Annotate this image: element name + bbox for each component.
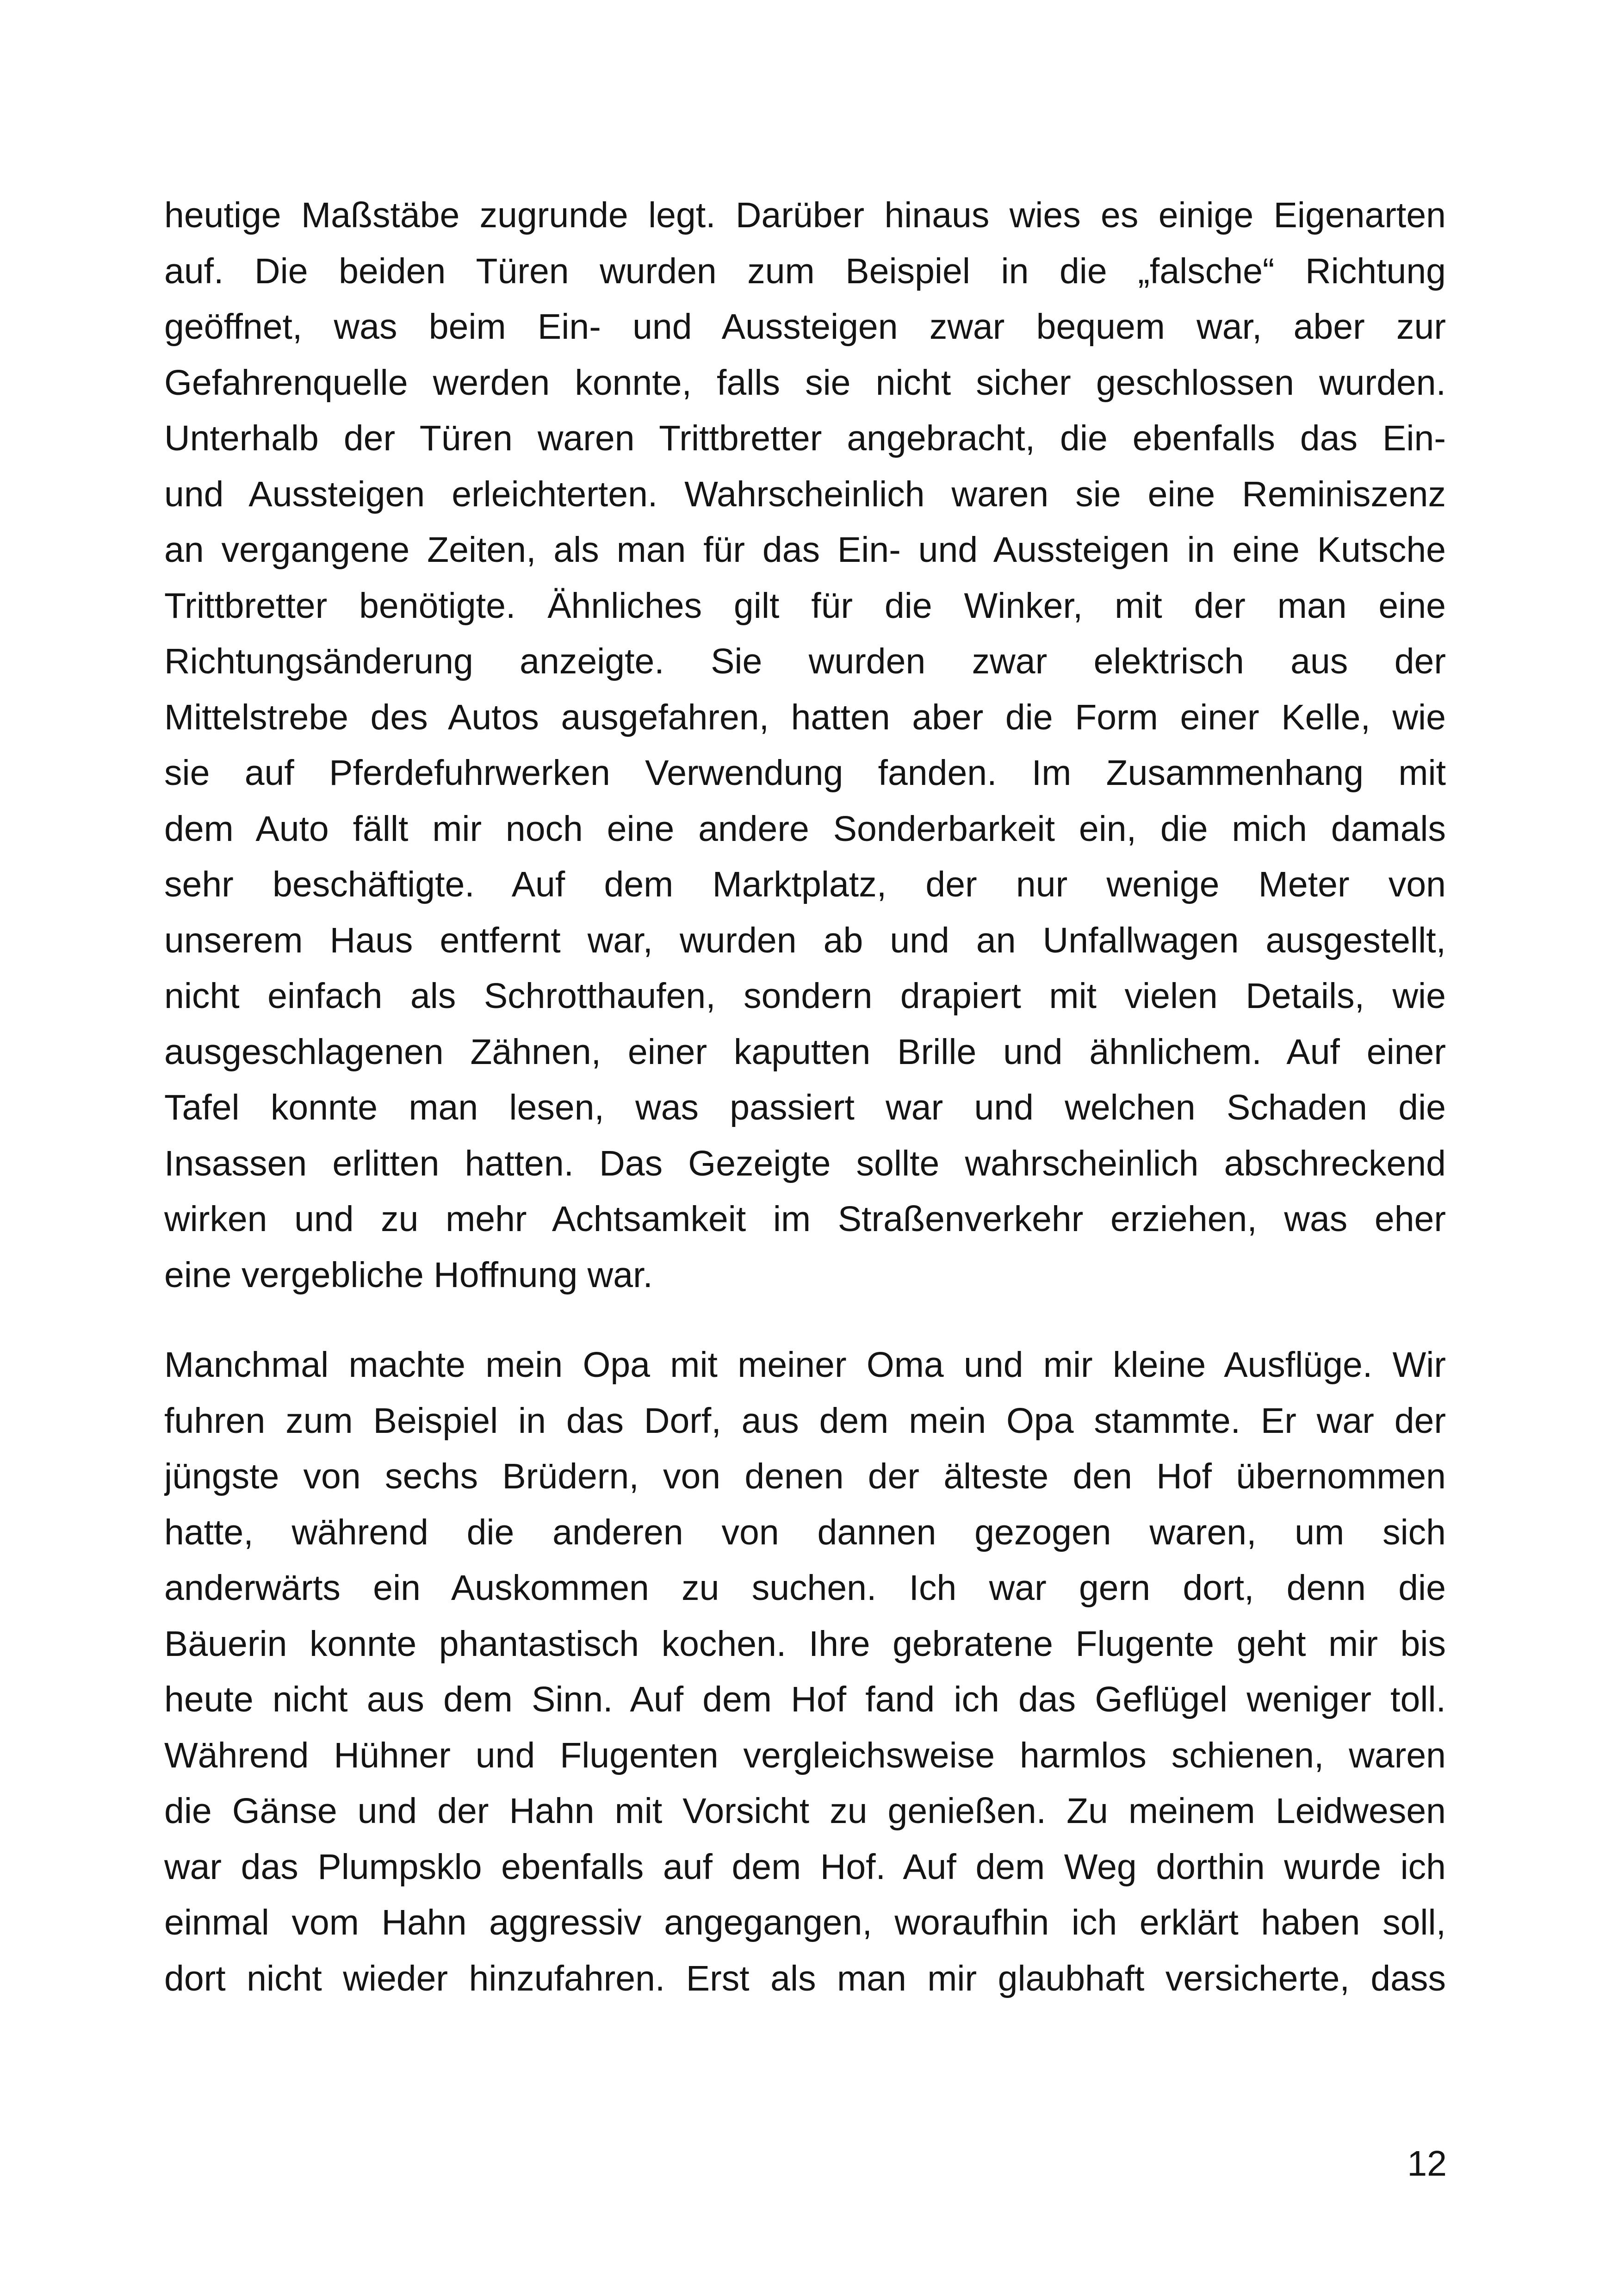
text-line: dem Auto fällt mir noch eine andere Sonderbarkeit ein, die mich damals (164, 809, 1446, 849)
text-line: anderwärts ein Auskommen zu suchen. Ich war gern dort, denn die (164, 1568, 1446, 1608)
text-line: und Aussteigen erleichterten. Wahrscheinlich waren sie eine Reminiszenz (164, 474, 1446, 514)
text-line: Richtungsänderung anzeigte. Sie wurden zwar elektrisch aus der (164, 641, 1446, 681)
text-line: einmal vom Hahn aggressiv angegangen, woraufhin ich erklärt haben soll, (164, 1903, 1446, 1942)
text-line: nicht einfach als Schrotthaufen, sondern drapiert mit vielen Details, wie (164, 976, 1446, 1016)
text-line: Manchmal machte mein Opa mit meiner Oma und mir kleine Ausflüge. Wir (164, 1345, 1446, 1385)
text-line: Gefahrenquelle werden konnte, falls sie nicht sicher geschlossen wurden. (164, 362, 1446, 403)
text-line: heute nicht aus dem Sinn. Auf dem Hof fand ich das Geflügel weniger toll. (164, 1680, 1446, 1719)
text-line: die Gänse und der Hahn mit Vorsicht zu genießen. Zu meinem Leidwesen (164, 1791, 1446, 1831)
page-number: 12 (1407, 2144, 1447, 2184)
text-line: Bäuerin konnte phantastisch kochen. Ihre gebratene Flugente geht mir bis (164, 1624, 1446, 1664)
text-line: Unterhalb der Türen waren Trittbretter angebracht, die ebenfalls das Ein- (164, 418, 1446, 458)
text-line: hatte, während die anderen von dannen gezogen waren, um sich (164, 1512, 1446, 1552)
text-line: Tafel konnte man lesen, was passiert war und welchen Schaden die (164, 1088, 1446, 1127)
text-line: dort nicht wieder hinzufahren. Erst als man mir glaubhaft versicherte, dass (164, 1958, 1446, 1998)
text-line: heutige Maßstäbe zugrunde legt. Darüber hinaus wies es einige Eigenarten (164, 195, 1446, 235)
text-line: an vergangene Zeiten, als man für das Ein- und Aussteigen in eine Kutsche (164, 530, 1446, 570)
text-line: auf. Die beiden Türen wurden zum Beispiel in die „falsche“ Richtung (164, 251, 1446, 291)
text-line: war das Plumpsklo ebenfalls auf dem Hof. Auf dem Weg dorthin wurde ich (164, 1847, 1446, 1887)
text-line: ausgeschlagenen Zähnen, einer kaputten Brille und ähnlichem. Auf einer (164, 1032, 1446, 1072)
text-line: fuhren zum Beispiel in das Dorf, aus dem mein Opa stammte. Er war der (164, 1400, 1446, 1441)
text-line: unserem Haus entfernt war, wurden ab und an Unfallwagen ausgestellt, (164, 920, 1446, 960)
text-line: Während Hühner und Flugenten vergleichsweise harmlos schienen, waren (164, 1735, 1446, 1775)
text-line: sie auf Pferdefuhrwerken Verwendung fanden. Im Zusammenhang mit (164, 753, 1446, 793)
text-line: wirken und zu mehr Achtsamkeit im Straßenverkehr erziehen, was eher (164, 1199, 1446, 1239)
text-line: sehr beschäftigte. Auf dem Marktplatz, der nur wenige Meter von (164, 865, 1446, 904)
paragraph (164, 187, 1446, 1303)
text-line: eine vergebliche Hoffnung war. (164, 1255, 653, 1295)
paragraph (164, 1337, 1446, 2006)
text-line: Insassen erlitten hatten. Das Gezeigte sollte wahrscheinlich abschreckend (164, 1143, 1446, 1183)
text-line: Trittbretter benötigte. Ähnliches gilt für die Winker, mit der man eine (164, 585, 1446, 626)
text-line: geöffnet, was beim Ein- und Aussteigen zwar bequem war, aber zur (164, 307, 1446, 347)
text-line: jüngste von sechs Brüdern, von denen der älteste den Hof übernommen (164, 1456, 1446, 1496)
text-line: Mittelstrebe des Autos ausgefahren, hatten aber die Form einer Kelle, wie (164, 697, 1446, 737)
